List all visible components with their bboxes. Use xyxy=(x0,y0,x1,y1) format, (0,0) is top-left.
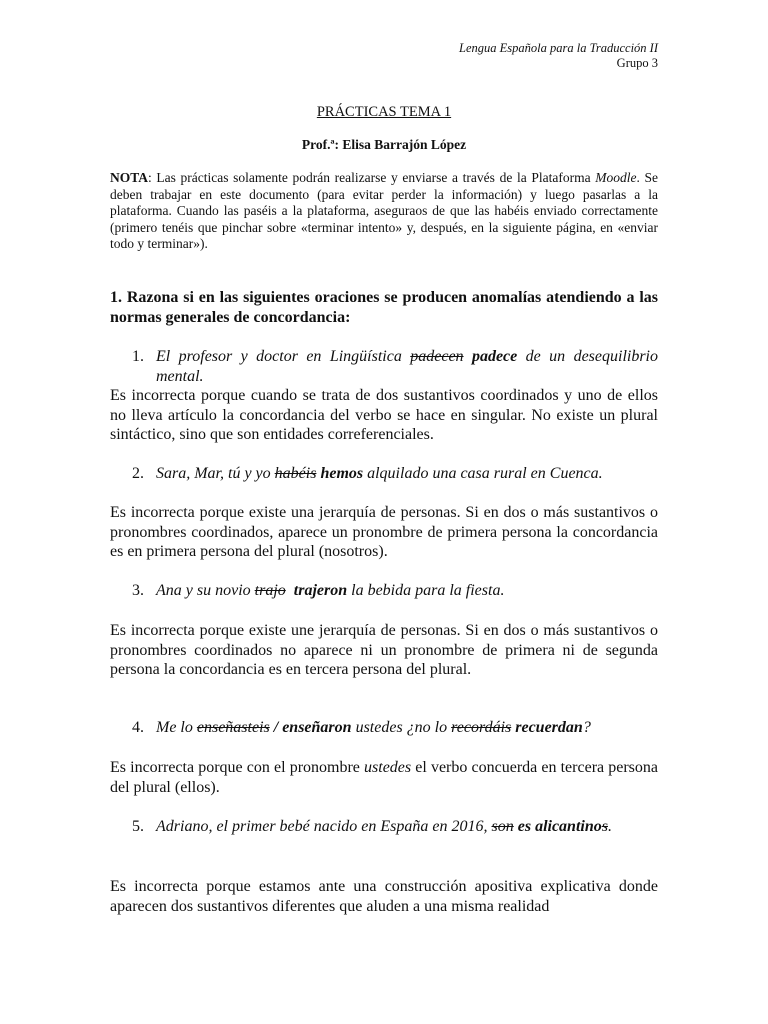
list-item xyxy=(132,817,658,837)
list-item xyxy=(132,581,658,601)
item-text: El profesor y doctor en Lingüística padecen padece de un desequilibrio mental. xyxy=(156,348,658,385)
correct-form: enseñaron xyxy=(282,719,352,736)
item-number: 1. xyxy=(132,348,144,365)
item-text: Ana y su novio trajo trajeron la bebida para la fiesta. xyxy=(156,582,505,599)
item-text: Me lo enseñasteis / enseñaron ustedes ¿no lo recordáis recuerdan? xyxy=(156,719,591,736)
moodle-text: Moodle xyxy=(595,170,637,185)
answer-paragraph: Es incorrecta porque existe une jerarquía de personas. Si en dos o más sustantivos o pronombres coordinados no aparece ni un pronombre de primera ni de segunda persona la concordancia es en tercera persona del plural. xyxy=(110,622,658,678)
correct-form: hemos xyxy=(320,465,364,482)
course-name: Lengua Española para la Traducción II xyxy=(459,41,658,55)
note-label: NOTA xyxy=(110,170,149,185)
item-text: Adriano, el primer bebé nacido en España en 2016, son es alicantinos. xyxy=(156,818,612,835)
document-header xyxy=(459,41,658,71)
list-item xyxy=(132,718,658,738)
item-number: 5. xyxy=(132,818,144,835)
group-name: Grupo 3 xyxy=(616,56,658,70)
note-text-2: . Se deben trabajar en este documento (para evitar perder la información) y luego pasarlas a la plataforma. Cuando las paséis a la plataforma, aseguraos de que las habéis enviado correctamente (primero tenéis que pinchar sobre «terminar intento» y, después, en la siguiente página, en «enviar todo y terminar»). xyxy=(110,170,658,252)
item-text: Sara, Mar, tú y yo habéis hemos alquilado una casa rural en Cuenca. xyxy=(156,465,603,482)
correct-form: recuerdan xyxy=(515,719,583,736)
wrong-form: padecen xyxy=(410,348,464,365)
correct-form: trajeron xyxy=(293,582,348,599)
list-item xyxy=(132,347,658,386)
question-heading: 1. Razona si en las siguientes oraciones se producen anomalías atendiendo a las normas generales de concordancia: xyxy=(110,289,658,326)
document-title: PRÁCTICAS TEMA 1 xyxy=(316,104,452,120)
wrong-form: enseñasteis xyxy=(196,719,270,736)
item-number: 4. xyxy=(132,719,144,736)
correct-form: padece xyxy=(471,348,518,365)
wrong-form: recordáis xyxy=(451,719,512,736)
item-number: 2. xyxy=(132,465,144,482)
wrong-form: son xyxy=(491,818,514,835)
answer-paragraph: Es incorrecta porque con el pronombre ustedes el verbo concuerda en tercera persona del plural (ellos). xyxy=(110,759,659,796)
answer-paragraph: Es incorrecta porque existe una jerarquía de personas. Si en dos o más sustantivos o pronombres coordinados, aparece un pronombre de primera persona la concordancia es en primera persona del plural (nosotros). xyxy=(110,504,658,560)
professor-name: Prof.ª: Elisa Barrajón López xyxy=(301,137,467,152)
wrong-form: trajo xyxy=(254,582,286,599)
correct-form: es alicantino xyxy=(517,818,602,835)
note-paragraph xyxy=(110,170,658,253)
answer-paragraph: Es incorrecta porque cuando se trata de dos sustantivos coordinados y uno de ellos no lleva artículo la concordancia del verbo se hace en singular. No existe un plural sintáctico, sino que son entidades correferenciales. xyxy=(110,387,658,443)
list-item xyxy=(132,464,658,484)
note-text-1: : Las prácticas solamente podrán realizarse y enviarse a través de la Plataforma xyxy=(148,170,596,185)
wrong-form: s xyxy=(601,818,608,835)
wrong-form: habéis xyxy=(274,465,317,482)
ustedes-text: ustedes xyxy=(364,759,412,776)
answer-paragraph: Es incorrecta porque estamos ante una construcción apositiva explicativa donde aparecen dos sustantivos diferentes que aluden a una misma realidad xyxy=(110,878,658,915)
item-number: 3. xyxy=(132,582,144,599)
